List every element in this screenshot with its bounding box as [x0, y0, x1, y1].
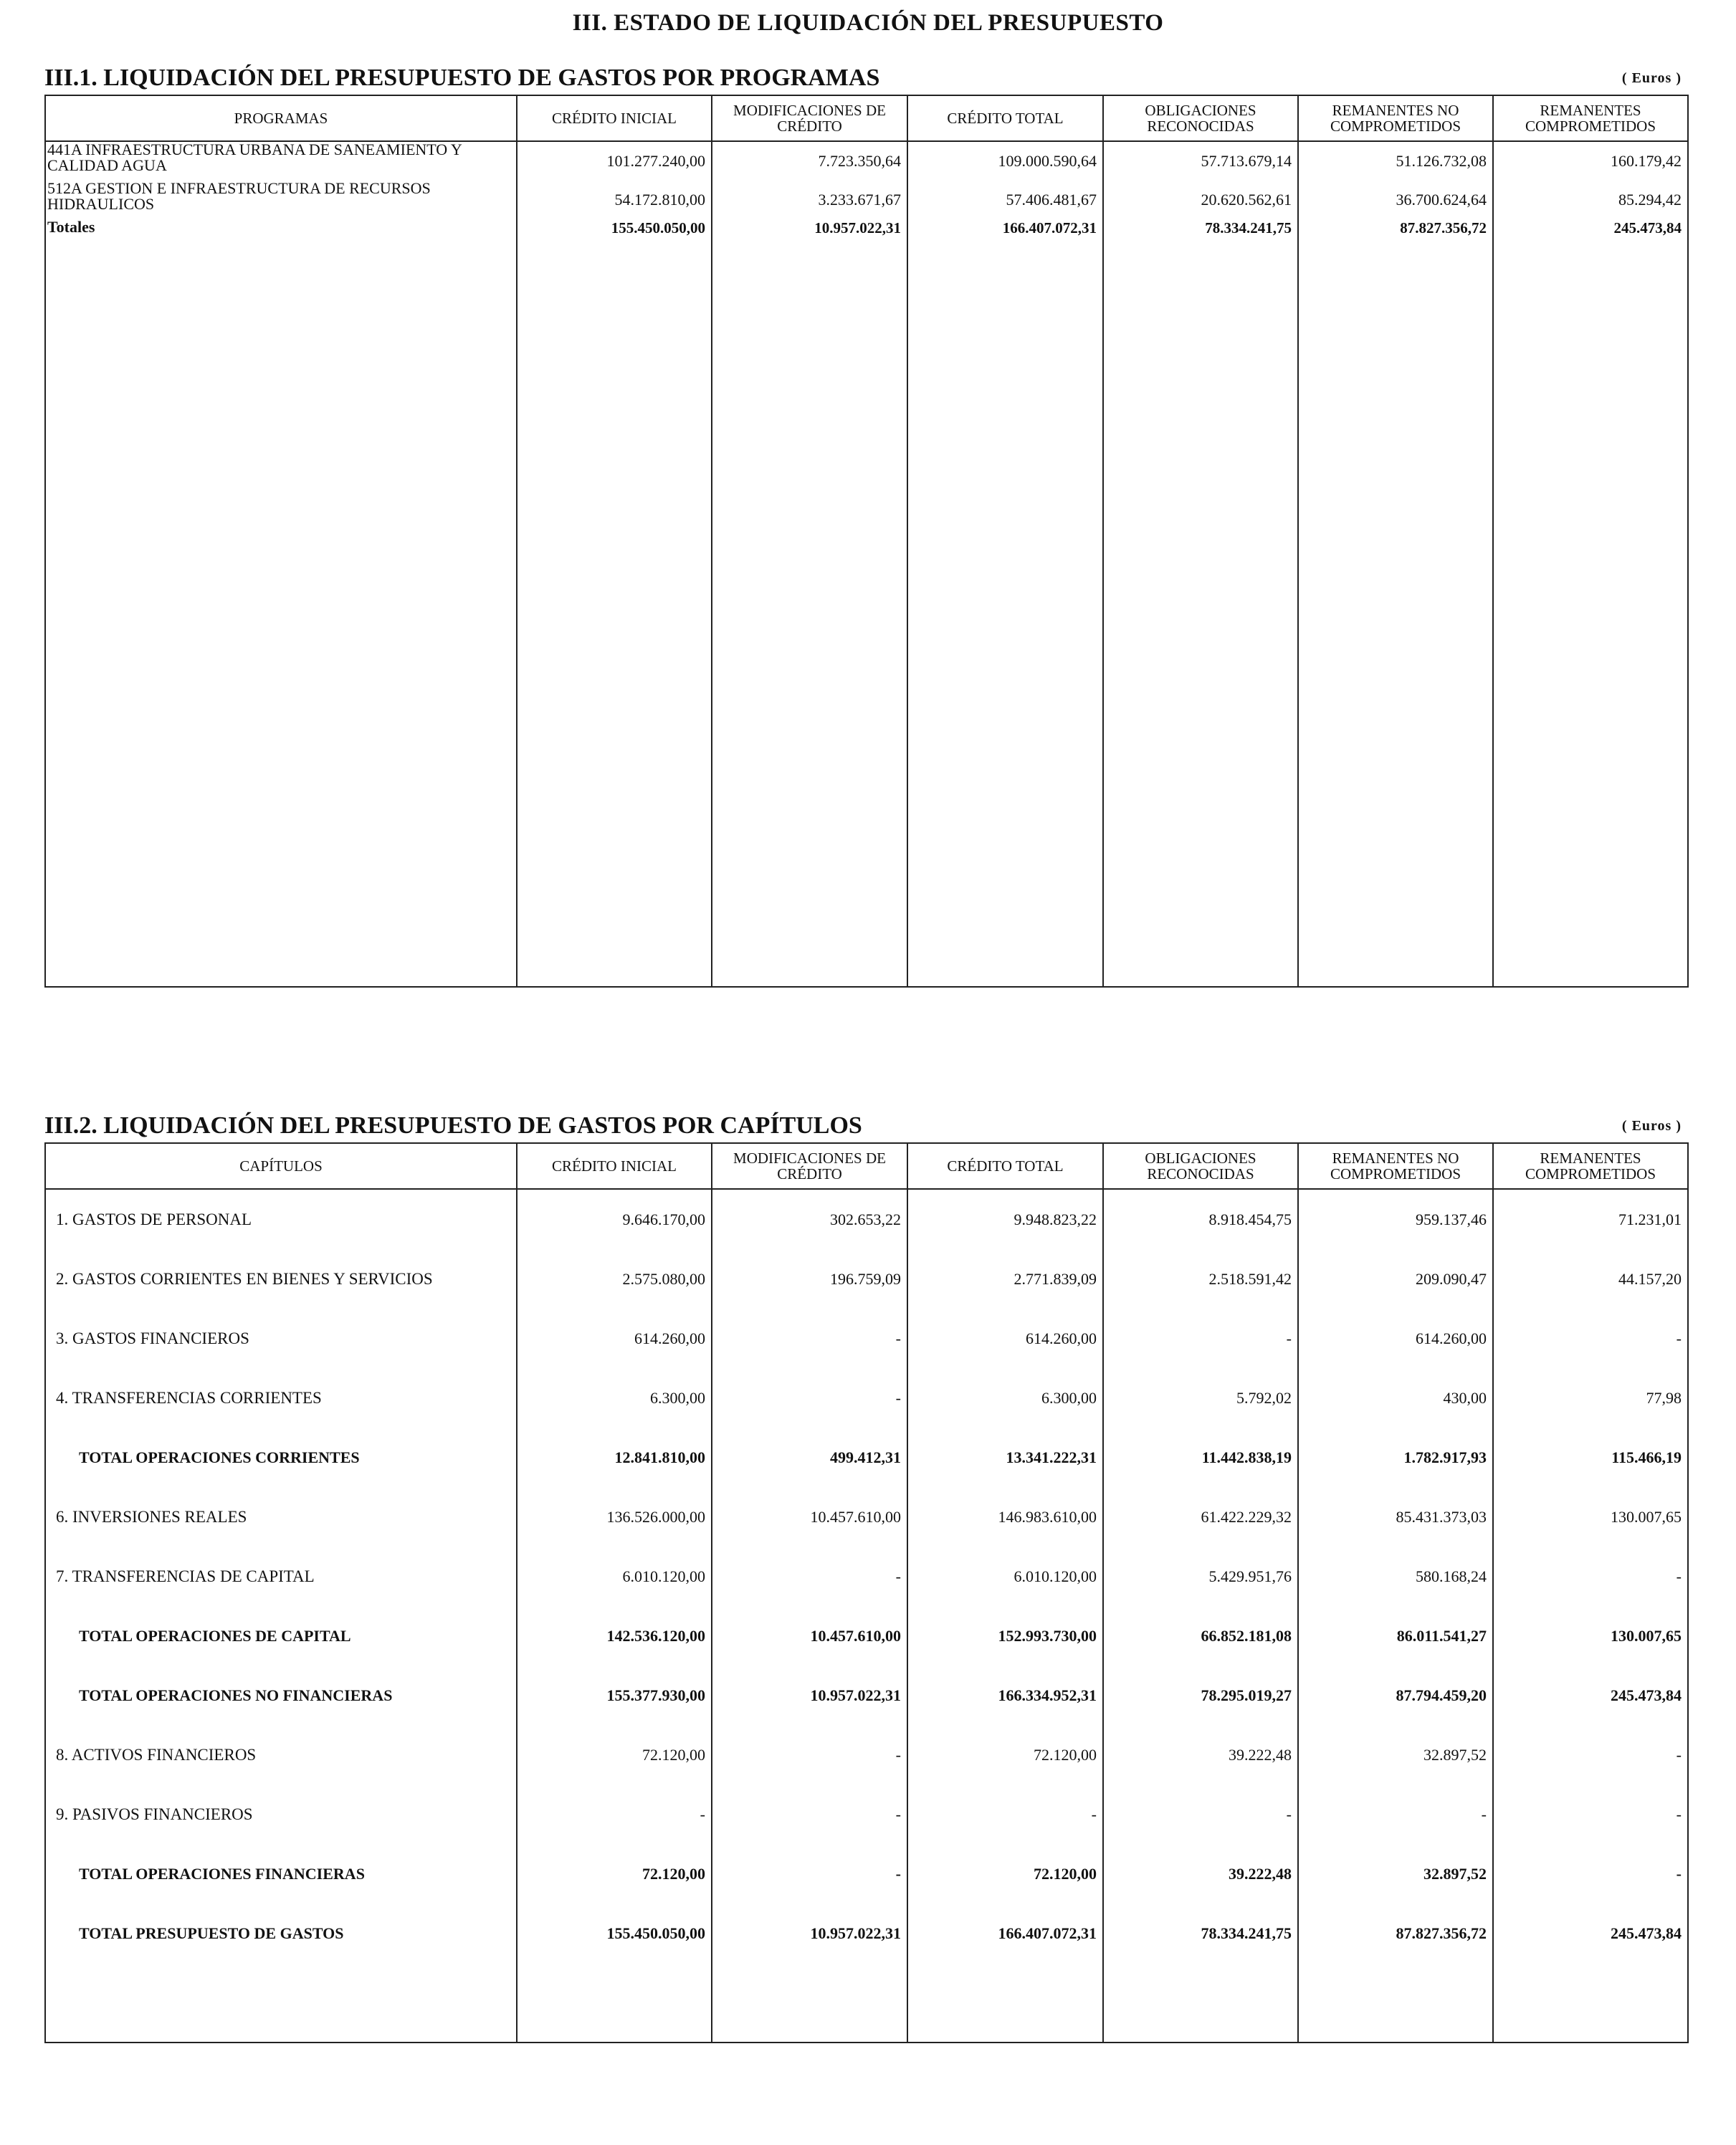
table-row [45, 1249, 1688, 1309]
header-modificaciones: MODIFICACIONES DE CRÉDITO [712, 95, 907, 141]
header-credito-total: CRÉDITO TOTAL [907, 95, 1103, 141]
value-cell: 5.792,02 [1103, 1368, 1298, 1428]
value-cell: 2.771.839,09 [907, 1249, 1103, 1309]
subtotal-row [45, 1606, 1688, 1666]
header-credito-inicial: CRÉDITO INICIAL [517, 1143, 712, 1189]
value-cell: 166.407.072,31 [907, 1903, 1103, 1963]
total-value-cell: 245.473,84 [1493, 219, 1688, 241]
value-cell: 39.222,48 [1103, 1844, 1298, 1903]
value-cell: - [712, 1547, 907, 1606]
value-cell: 6.300,00 [517, 1368, 712, 1428]
value-cell: 78.334.241,75 [1103, 1903, 1298, 1963]
header-obligaciones: OBLIGACIONES RECONOCIDAS [1103, 1143, 1298, 1189]
value-cell: 10.957.022,31 [712, 1666, 907, 1725]
table-row [45, 1547, 1688, 1606]
value-cell: 209.090,47 [1298, 1249, 1493, 1309]
value-cell: 109.000.590,64 [907, 141, 1103, 181]
header-remanentes: REMANENTES COMPROMETIDOS [1493, 95, 1688, 141]
value-cell: 72.120,00 [907, 1725, 1103, 1785]
value-cell: 959.137,46 [1298, 1189, 1493, 1249]
header-remanentes: REMANENTES COMPROMETIDOS [1493, 1143, 1688, 1189]
value-cell: 20.620.562,61 [1103, 181, 1298, 219]
total-value-cell: 166.407.072,31 [907, 219, 1103, 241]
value-cell: 152.993.730,00 [907, 1606, 1103, 1666]
value-cell: 72.120,00 [517, 1844, 712, 1903]
value-cell: 61.422.229,32 [1103, 1487, 1298, 1547]
value-cell: 9.646.170,00 [517, 1189, 712, 1249]
table-row [45, 141, 1688, 181]
value-cell: 10.957.022,31 [712, 1903, 907, 1963]
value-cell: 136.526.000,00 [517, 1487, 712, 1547]
value-cell: 32.897,52 [1298, 1725, 1493, 1785]
subtotal-row [45, 1844, 1688, 1903]
value-cell: - [712, 1844, 907, 1903]
table-row [45, 1785, 1688, 1844]
section1-units: ( Euros ) [1621, 70, 1682, 86]
chapter-label: 6. INVERSIONES REALES [45, 1487, 517, 1547]
chapter-label: 3. GASTOS FINANCIEROS [45, 1309, 517, 1368]
value-cell: 10.457.610,00 [712, 1487, 907, 1547]
value-cell: 130.007,65 [1493, 1606, 1688, 1666]
value-cell: 57.406.481,67 [907, 181, 1103, 219]
chapter-label: 2. GASTOS CORRIENTES EN BIENES Y SERVICIOS [45, 1249, 517, 1309]
value-cell: 166.334.952,31 [907, 1666, 1103, 1725]
value-cell: - [1103, 1309, 1298, 1368]
header-credito-total: CRÉDITO TOTAL [907, 1143, 1103, 1189]
total-value-cell: 78.334.241,75 [1103, 219, 1298, 241]
value-cell: 6.010.120,00 [907, 1547, 1103, 1606]
chapter-label: TOTAL PRESUPUESTO DE GASTOS [45, 1903, 517, 1963]
value-cell: 614.260,00 [907, 1309, 1103, 1368]
value-cell: 9.948.823,22 [907, 1189, 1103, 1249]
header-capitulos: CAPÍTULOS [45, 1143, 517, 1189]
header-remanentes-no: REMANENTES NO COMPROMETIDOS [1298, 95, 1493, 141]
value-cell: 87.794.459,20 [1298, 1666, 1493, 1725]
table-row [45, 1487, 1688, 1547]
empty-filler-row [45, 1963, 1688, 2043]
table-row [45, 1189, 1688, 1249]
value-cell: 87.827.356,72 [1298, 1903, 1493, 1963]
subtotal-row [45, 1428, 1688, 1487]
value-cell: 6.300,00 [907, 1368, 1103, 1428]
value-cell: 72.120,00 [907, 1844, 1103, 1903]
header-obligaciones: OBLIGACIONES RECONOCIDAS [1103, 95, 1298, 141]
document-title: III. ESTADO DE LIQUIDACIÓN DEL PRESUPUESTO [572, 10, 1164, 36]
value-cell: 196.759,09 [712, 1249, 907, 1309]
value-cell: - [1493, 1785, 1688, 1844]
value-cell: 77,98 [1493, 1368, 1688, 1428]
total-value-cell: 155.450.050,00 [517, 219, 712, 241]
value-cell: 85.294,42 [1493, 181, 1688, 219]
header-modificaciones: MODIFICACIONES DE CRÉDITO [712, 1143, 907, 1189]
value-cell: 11.442.838,19 [1103, 1428, 1298, 1487]
chapter-label: TOTAL OPERACIONES CORRIENTES [45, 1428, 517, 1487]
chapter-label: 1. GASTOS DE PERSONAL [45, 1189, 517, 1249]
value-cell: - [1493, 1309, 1688, 1368]
chapter-label: 7. TRANSFERENCIAS DE CAPITAL [45, 1547, 517, 1606]
value-cell: - [1493, 1725, 1688, 1785]
programs-table [44, 95, 1689, 988]
value-cell: - [1298, 1785, 1493, 1844]
value-cell: 5.429.951,76 [1103, 1547, 1298, 1606]
chapter-label: 8. ACTIVOS FINANCIEROS [45, 1725, 517, 1785]
value-cell: 10.457.610,00 [712, 1606, 907, 1666]
value-cell: 44.157,20 [1493, 1249, 1688, 1309]
value-cell: 36.700.624,64 [1298, 181, 1493, 219]
chapter-label: 9. PASIVOS FINANCIEROS [45, 1785, 517, 1844]
value-cell: - [712, 1785, 907, 1844]
value-cell: 72.120,00 [517, 1725, 712, 1785]
header-credito-inicial: CRÉDITO INICIAL [517, 95, 712, 141]
chapters-table [44, 1142, 1689, 2043]
value-cell: 245.473,84 [1493, 1903, 1688, 1963]
value-cell: 66.852.181,08 [1103, 1606, 1298, 1666]
value-cell: - [1493, 1844, 1688, 1903]
value-cell: 580.168,24 [1298, 1547, 1493, 1606]
value-cell: - [712, 1725, 907, 1785]
value-cell: 146.983.610,00 [907, 1487, 1103, 1547]
value-cell: - [712, 1368, 907, 1428]
value-cell: 51.126.732,08 [1298, 141, 1493, 181]
value-cell: - [712, 1309, 907, 1368]
value-cell: 32.897,52 [1298, 1844, 1493, 1903]
value-cell: 2.575.080,00 [517, 1249, 712, 1309]
value-cell: 430,00 [1298, 1368, 1493, 1428]
totals-row [45, 219, 1688, 241]
value-cell: 57.713.679,14 [1103, 141, 1298, 181]
total-value-cell: 87.827.356,72 [1298, 219, 1493, 241]
chapter-label: TOTAL OPERACIONES FINANCIERAS [45, 1844, 517, 1903]
subtotal-row [45, 1666, 1688, 1725]
value-cell: 245.473,84 [1493, 1666, 1688, 1725]
totals-label: Totales [45, 219, 517, 241]
programs-header-row [45, 95, 1688, 141]
value-cell: 12.841.810,00 [517, 1428, 712, 1487]
empty-filler-row [45, 241, 1688, 987]
value-cell: 155.377.930,00 [517, 1666, 712, 1725]
section2-units: ( Euros ) [1621, 1118, 1682, 1134]
section2-title: III.2. LIQUIDACIÓN DEL PRESUPUESTO DE GASTOS POR CAPÍTULOS [44, 1112, 862, 1139]
value-cell: 115.466,19 [1493, 1428, 1688, 1487]
table-row [45, 181, 1688, 219]
table-row [45, 1725, 1688, 1785]
value-cell: 8.918.454,75 [1103, 1189, 1298, 1249]
value-cell: 101.277.240,00 [517, 141, 712, 181]
value-cell: 2.518.591,42 [1103, 1249, 1298, 1309]
value-cell: 78.295.019,27 [1103, 1666, 1298, 1725]
value-cell: 13.341.222,31 [907, 1428, 1103, 1487]
value-cell: - [517, 1785, 712, 1844]
value-cell: 39.222,48 [1103, 1725, 1298, 1785]
value-cell: 54.172.810,00 [517, 181, 712, 219]
table-row [45, 1368, 1688, 1428]
chapters-header-row [45, 1143, 1688, 1189]
value-cell: 71.231,01 [1493, 1189, 1688, 1249]
value-cell: 7.723.350,64 [712, 141, 907, 181]
value-cell: - [1493, 1547, 1688, 1606]
value-cell: 130.007,65 [1493, 1487, 1688, 1547]
program-label: 512A GESTION E INFRAESTRUCTURA DE RECURSOS HIDRAULICOS [45, 181, 517, 219]
program-label: 441A INFRAESTRUCTURA URBANA DE SANEAMIENTO Y CALIDAD AGUA [45, 141, 517, 181]
value-cell: 1.782.917,93 [1298, 1428, 1493, 1487]
total-value-cell: 10.957.022,31 [712, 219, 907, 241]
value-cell: 142.536.120,00 [517, 1606, 712, 1666]
value-cell: 6.010.120,00 [517, 1547, 712, 1606]
subtotal-row [45, 1903, 1688, 1963]
value-cell: 160.179,42 [1493, 141, 1688, 181]
section1-title: III.1. LIQUIDACIÓN DEL PRESUPUESTO DE GASTOS POR PROGRAMAS [44, 65, 880, 91]
value-cell: 85.431.373,03 [1298, 1487, 1493, 1547]
chapter-label: TOTAL OPERACIONES DE CAPITAL [45, 1606, 517, 1666]
value-cell: - [1103, 1785, 1298, 1844]
header-remanentes-no: REMANENTES NO COMPROMETIDOS [1298, 1143, 1493, 1189]
value-cell: 155.450.050,00 [517, 1903, 712, 1963]
value-cell: 302.653,22 [712, 1189, 907, 1249]
value-cell: 614.260,00 [1298, 1309, 1493, 1368]
table-row [45, 1309, 1688, 1368]
value-cell: - [907, 1785, 1103, 1844]
value-cell: 86.011.541,27 [1298, 1606, 1493, 1666]
chapter-label: TOTAL OPERACIONES NO FINANCIERAS [45, 1666, 517, 1725]
value-cell: 3.233.671,67 [712, 181, 907, 219]
value-cell: 614.260,00 [517, 1309, 712, 1368]
chapter-label: 4. TRANSFERENCIAS CORRIENTES [45, 1368, 517, 1428]
value-cell: 499.412,31 [712, 1428, 907, 1487]
header-programas: PROGRAMAS [45, 95, 517, 141]
